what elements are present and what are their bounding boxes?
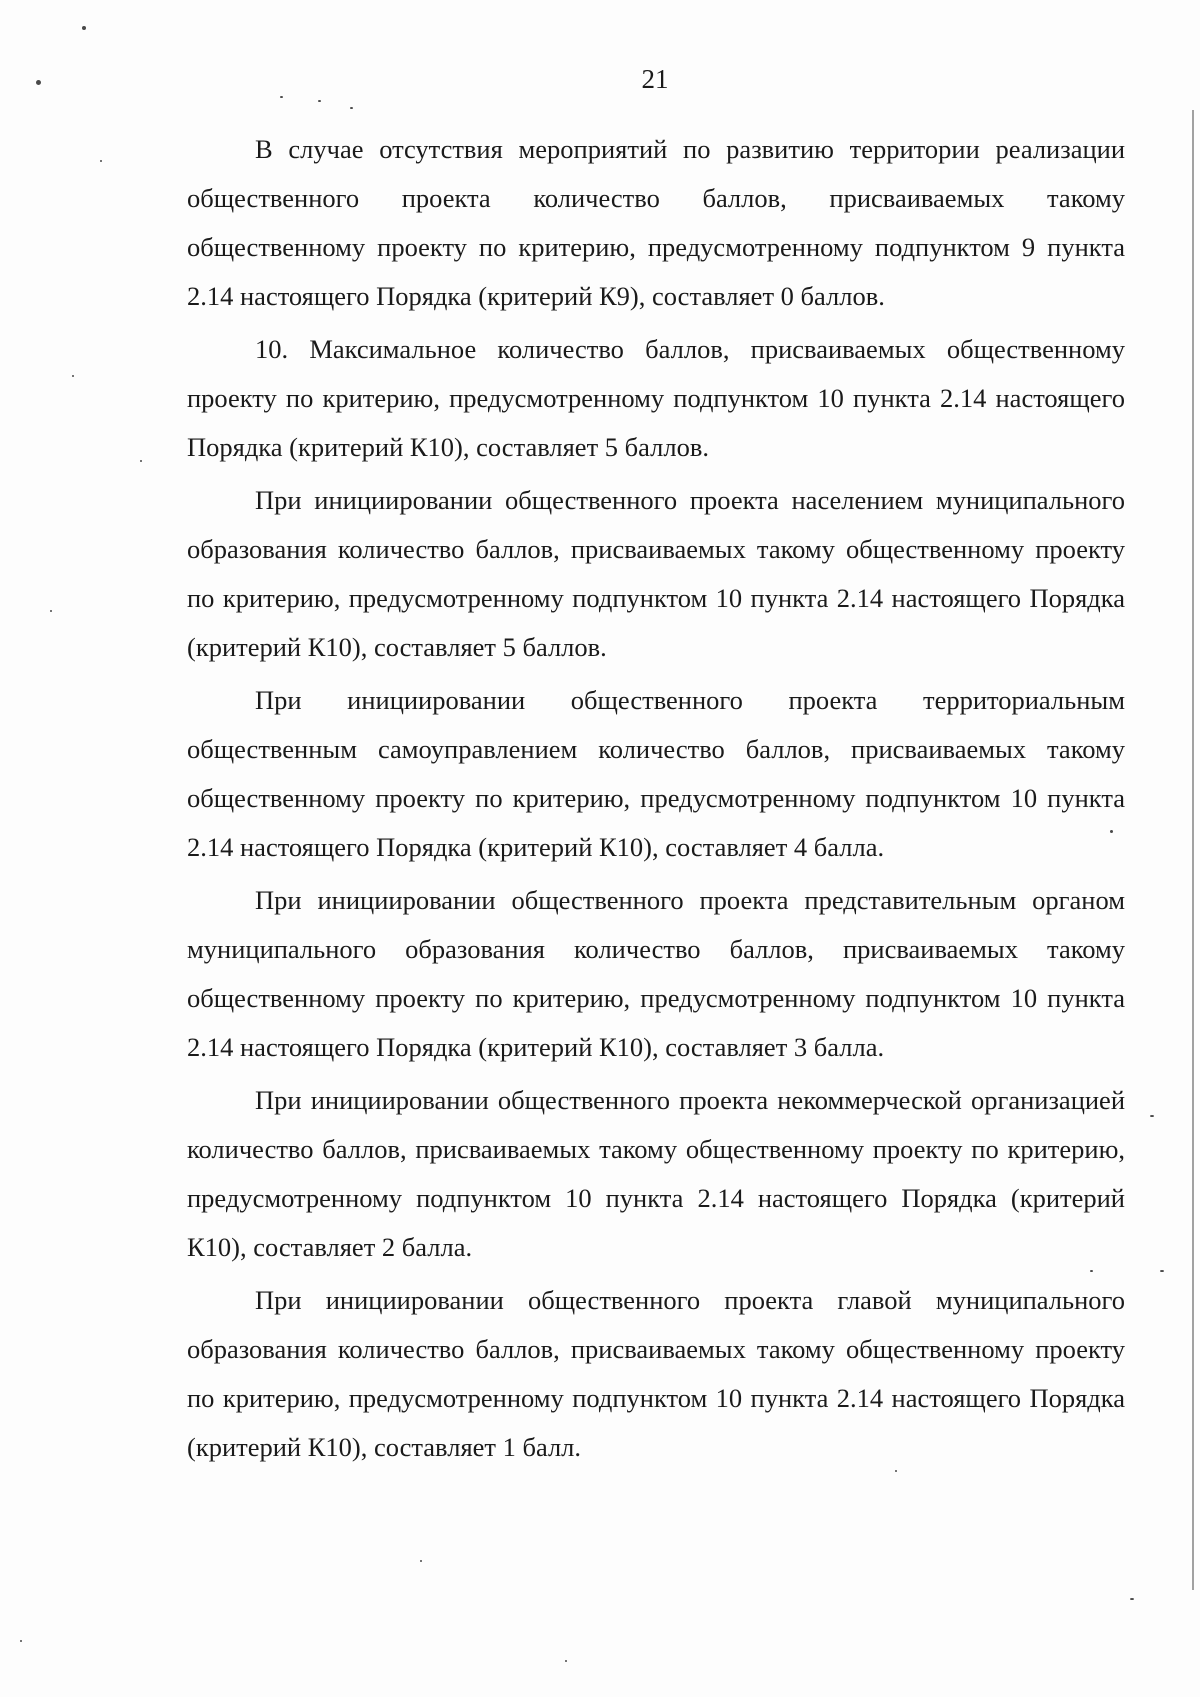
scan-speck xyxy=(350,107,353,109)
scan-speck xyxy=(50,610,52,612)
scan-speck xyxy=(100,160,102,162)
paragraph-initiated-by-head: При инициировании общественного проекта главой муниципального образования количество баллов, присваиваемых такому общественному проекту по критерию, предусмотренному подпунктом 10 пункта 2.14 настоящего Порядка (критерий К10), составляет 1 балл. xyxy=(187,1285,1125,1462)
scan-speck xyxy=(565,1660,567,1662)
page-number: 21 xyxy=(641,64,669,94)
scan-speck xyxy=(318,100,321,102)
scan-speck xyxy=(20,1640,22,1642)
scan-speck xyxy=(72,375,74,377)
scan-speck xyxy=(280,96,283,98)
scan-speck xyxy=(82,26,86,30)
scan-speck xyxy=(1130,1598,1134,1600)
paragraph-initiated-by-population: При инициировании общественного проекта населением муниципального образования количество баллов, присваиваемых такому общественному проекту по критерию, предусмотренному подпунктом 10 пункта 2.14 настоящего Порядка (критерий К10), составляет 5 баллов. xyxy=(187,485,1125,662)
scan-speck xyxy=(1090,1270,1093,1272)
scan-speck xyxy=(1110,830,1113,833)
paragraph-initiated-by-representative-body: При инициировании общественного проекта представительным органом муниципального образования количество баллов, присваиваемых такому общественному проекту по критерию, предусмотренному подпунктом 10 пункта 2.14 настоящего Порядка (критерий К10), составляет 3 балла. xyxy=(187,885,1125,1062)
scan-speck xyxy=(895,1470,897,1472)
paragraph-no-development-measures: В случае отсутствия мероприятий по развитию территории реализации общественного проекта количество баллов, присваиваемых такому общественному проекту по критерию, предусмотренному подпунктом 9 пункта 2.14 настоящего Порядка (критерий К9), составляет 0 баллов. xyxy=(187,134,1125,311)
scan-speck xyxy=(140,460,142,462)
scan-speck xyxy=(1160,1270,1164,1272)
scan-speck xyxy=(36,80,41,85)
scan-speck xyxy=(420,1560,422,1562)
scan-speck xyxy=(1150,1115,1154,1117)
scan-edge-line xyxy=(1192,110,1194,1590)
paragraph-initiated-by-nonprofit: При инициировании общественного проекта некоммерческой организацией количество баллов, присваиваемых такому общественному проекту по критерию, предусмотренному подпунктом 10 пункта 2.14 настоящего Порядка (критерий К10), составляет 2 балла. xyxy=(187,1085,1125,1262)
paragraph-initiated-by-tos: При инициировании общественного проекта территориальным общественным самоуправлением количество баллов, присваиваемых такому общественному проекту по критерию, предусмотренному подпунктом 10 пункта 2.14 настоящего Порядка (критерий К10), составляет 4 балла. xyxy=(187,685,1125,862)
document-body xyxy=(187,125,1125,1476)
paragraph-max-points-k10: 10. Максимальное количество баллов, присваиваемых общественному проекту по критерию, предусмотренному подпунктом 10 пункта 2.14 настоящего Порядка (критерий К10), составляет 5 баллов. xyxy=(187,334,1125,462)
